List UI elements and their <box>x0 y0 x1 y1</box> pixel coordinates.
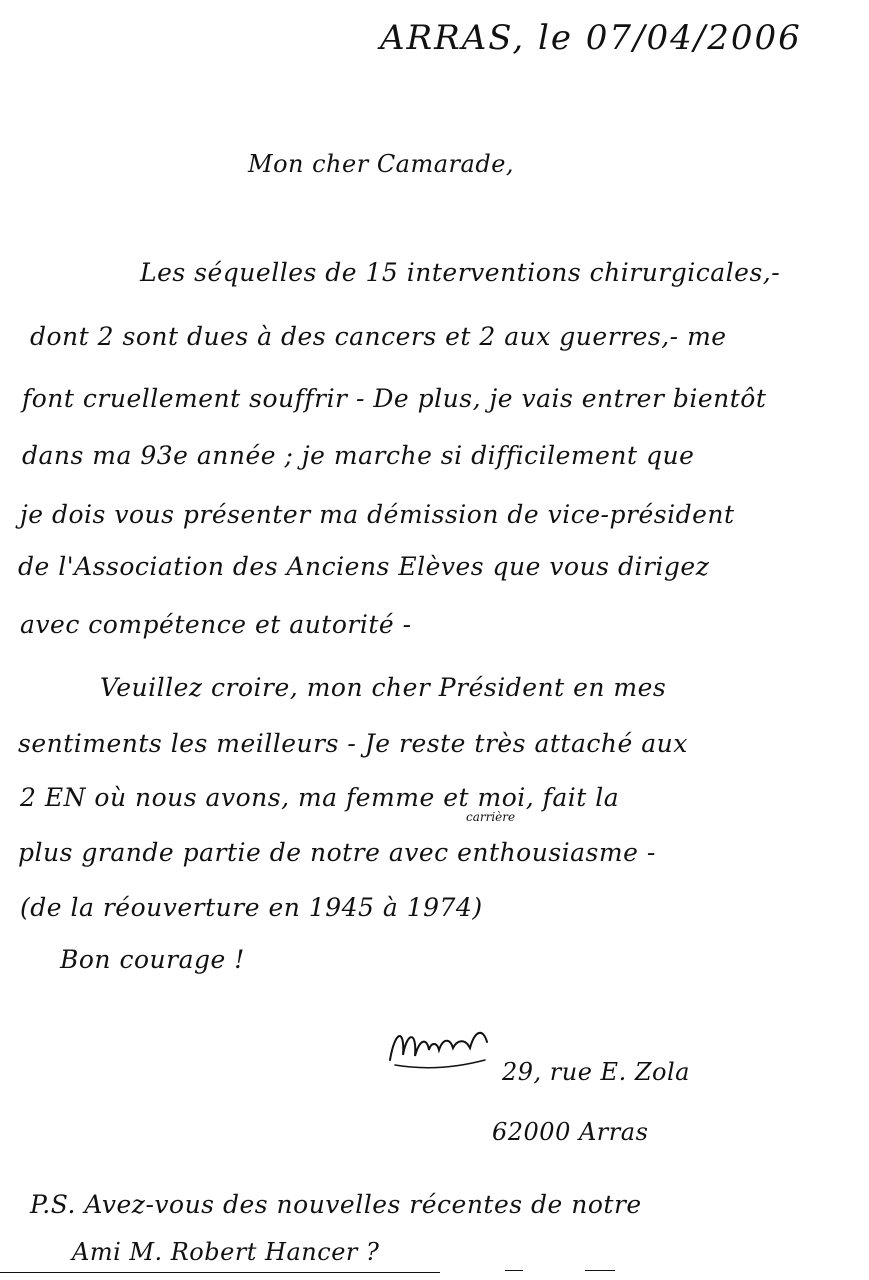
closing: Bon courage ! <box>60 945 245 974</box>
insertion-note: carrière <box>466 810 516 824</box>
letter-date: ARRAS, le 07/04/2006 <box>380 18 802 58</box>
dash-rule <box>505 1270 523 1271</box>
paragraph-line: plus grande partie de notre avec enthousiasme - <box>18 838 656 867</box>
paragraph-line: je dois vous présenter ma démission de vice-président <box>20 500 735 529</box>
paragraph-line: Veuillez croire, mon cher Président en mes <box>100 673 667 702</box>
paragraph-line: dont 2 sont dues à des cancers et 2 aux guerres,- me <box>30 322 727 351</box>
paragraph-line: Les séquelles de 15 interventions chirurgicales,- <box>140 258 781 287</box>
address-city: 62000 Arras <box>492 1118 649 1146</box>
paragraph-line: de l'Association des Anciens Elèves que vous dirigez <box>18 552 710 581</box>
address-street: 29, rue E. Zola <box>502 1058 690 1086</box>
underline-rule <box>0 1272 440 1273</box>
paragraph-line: dans ma 93e année ; je marche si difficilement que <box>22 441 695 470</box>
paragraph-line: sentiments les meilleurs - Je reste très attaché aux <box>18 729 688 758</box>
dash-rule <box>585 1270 615 1271</box>
handwritten-signature <box>385 1020 500 1080</box>
paragraph-line: 2 EN où nous avons, ma femme et moi, fait la <box>20 783 620 812</box>
greeting: Mon cher Camarade, <box>248 150 515 178</box>
postscript-line: P.S. Avez-vous des nouvelles récentes de notre <box>30 1190 642 1219</box>
paragraph-line: font cruellement souffrir - De plus, je vais entrer bientôt <box>22 384 767 413</box>
postscript-line: Ami M. Robert Hancer ? <box>72 1238 380 1266</box>
paragraph-line: avec compétence et autorité - <box>20 610 412 639</box>
paragraph-line: (de la réouverture en 1945 à 1974) <box>20 893 483 922</box>
